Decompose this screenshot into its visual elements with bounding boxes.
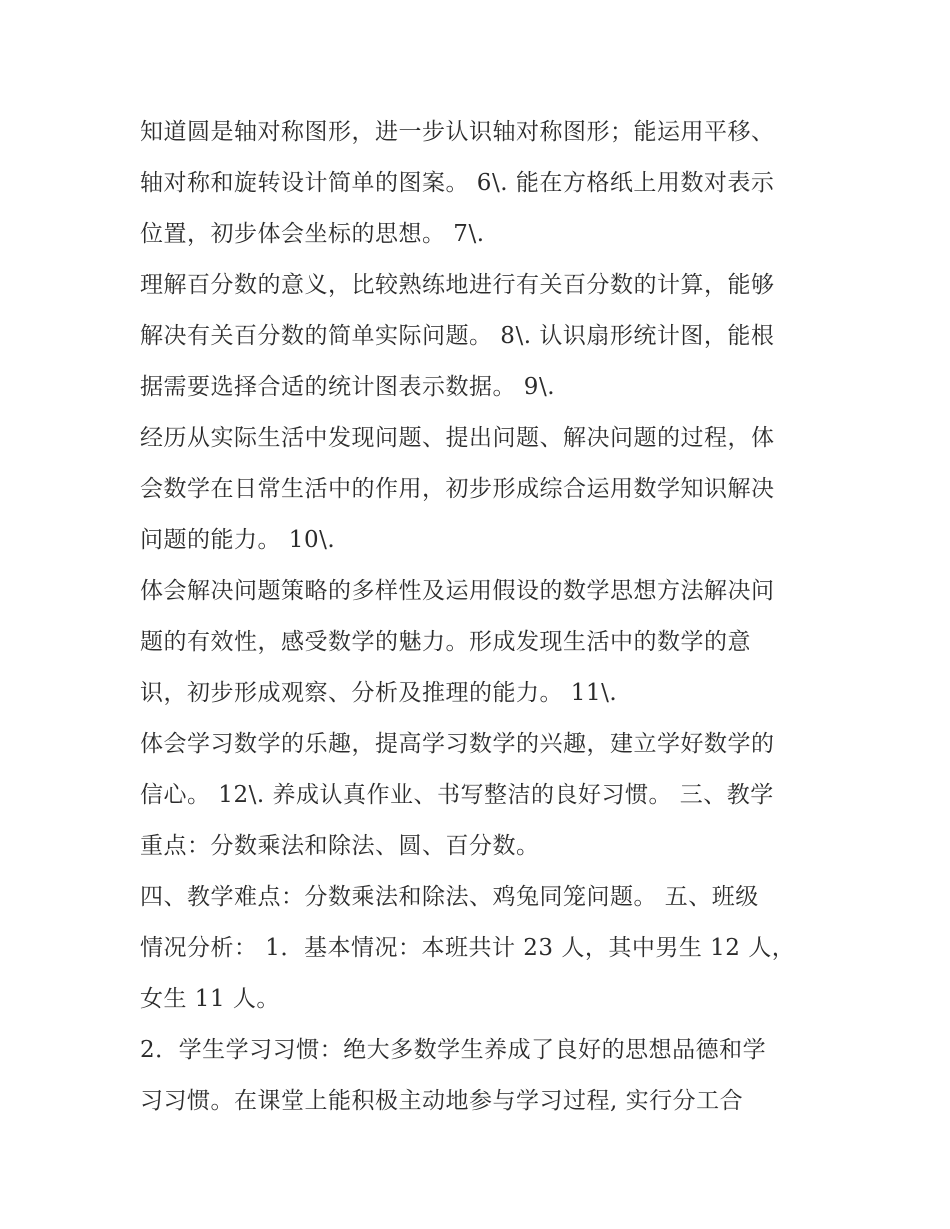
text-line: 四、教学难点：分数乘法和除法、鸡兔同笼问题。 五、班级 bbox=[140, 884, 759, 910]
text-line: 体会解决问题策略的多样性及运用假设的数学思想方法解决问 bbox=[140, 578, 775, 604]
text-line: 2．学生学习习惯：绝大多数学生养成了良好的思想品德和学 bbox=[140, 1037, 767, 1063]
text-line: 情况分析： 1．基本情况：本班共计 23 人，其中男生 12 人， bbox=[140, 935, 796, 961]
document-body bbox=[140, 107, 830, 1127]
text-line: 问题的能力。 10\. bbox=[140, 527, 336, 553]
text-line: 理解百分数的意义，比较熟练地进行有关百分数的计算，能够 bbox=[140, 272, 775, 298]
text-line: 题的有效性，感受数学的魅力。形成发现生活中的数学的意 bbox=[140, 629, 751, 655]
text-line: 体会学习数学的乐趣，提高学习数学的兴趣，建立学好数学的 bbox=[140, 731, 775, 757]
text-line: 信心。 12\. 养成认真作业、书写整洁的良好习惯。 三、教学 bbox=[140, 782, 774, 808]
text-line: 解决有关百分数的简单实际问题。 8\. 认识扇形统计图，能根 bbox=[140, 323, 775, 349]
text-line: 知道圆是轴对称图形，进一步认识轴对称图形；能运用平移、 bbox=[140, 119, 775, 145]
text-line: 据需要选择合适的统计图表示数据。 9\. bbox=[140, 374, 556, 400]
text-line: 识，初步形成观察、分析及推理的能力。 11\. bbox=[140, 680, 618, 706]
text-line: 习习惯。在课堂上能积极主动地参与学习过程, 实行分工合 bbox=[140, 1088, 744, 1114]
text-line: 女生 11 人。 bbox=[140, 986, 280, 1012]
text-line: 重点：分数乘法和除法、圆、百分数。 bbox=[140, 833, 540, 859]
text-line: 经历从实际生活中发现问题、提出问题、解决问题的过程，体 bbox=[140, 425, 775, 451]
text-line: 轴对称和旋转设计简单的图案。 6\. 能在方格纸上用数对表示 bbox=[140, 170, 775, 196]
text-line: 会数学在日常生活中的作用，初步形成综合运用数学知识解决 bbox=[140, 476, 775, 502]
text-line: 位置，初步体会坐标的思想。 7\. bbox=[140, 221, 485, 247]
